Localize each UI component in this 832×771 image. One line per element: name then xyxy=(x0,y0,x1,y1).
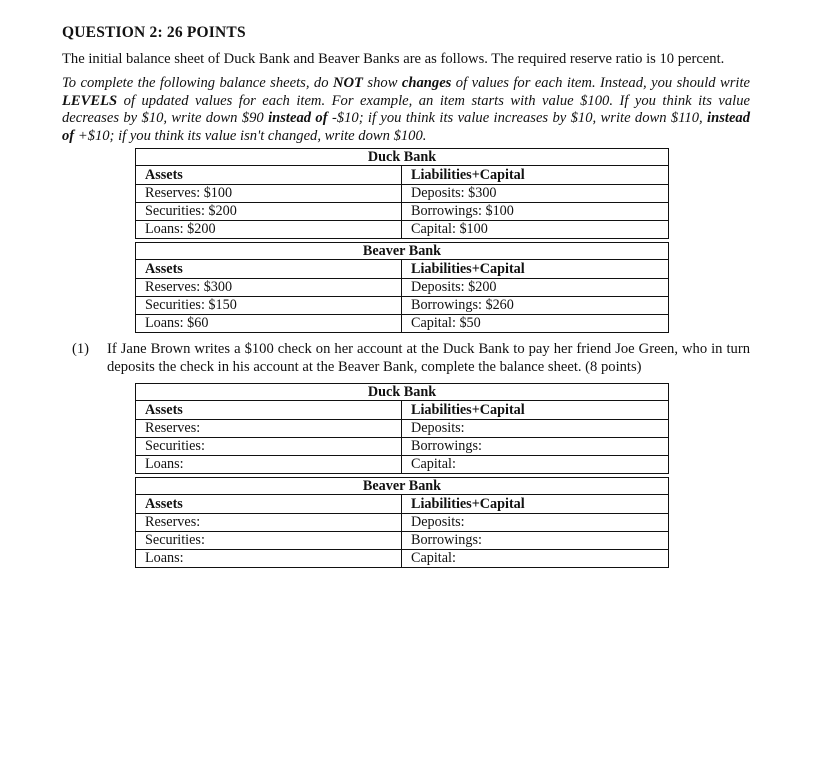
liabilities-header: Liabilities+Capital xyxy=(402,401,669,420)
table-row xyxy=(136,514,669,532)
instr-bold-not: NOT xyxy=(332,75,363,91)
part1-beaver-bank-table xyxy=(135,477,669,568)
asset-cell: Reserves: $100 xyxy=(136,185,402,203)
liabilities-header: Liabilities+Capital xyxy=(402,495,669,514)
liabilities-header: Liabilities+Capital xyxy=(402,260,669,279)
asset-cell: Loans: $200 xyxy=(136,221,402,239)
liabilities-header: Liabilities+Capital xyxy=(402,166,669,185)
assets-header: Assets xyxy=(136,495,402,514)
table-title: Duck Bank xyxy=(136,149,669,166)
liab-cell: Capital: $100 xyxy=(402,221,669,239)
part1-duck-bank-table xyxy=(135,383,669,474)
table-row xyxy=(136,456,669,474)
liab-cell: Borrowings: xyxy=(402,438,669,456)
asset-cell: Securities: xyxy=(136,532,402,550)
part-1-question xyxy=(72,340,750,376)
part-number: (1) xyxy=(72,341,90,357)
asset-cell: Reserves: $300 xyxy=(136,279,402,297)
liab-cell: Capital: xyxy=(402,456,669,474)
table-row xyxy=(136,550,669,568)
assets-header: Assets xyxy=(136,260,402,279)
liab-cell: Deposits: xyxy=(402,514,669,532)
instr-bold-levels: LEVELS xyxy=(62,92,118,109)
table-row xyxy=(136,532,669,550)
table-row xyxy=(136,438,669,456)
instr-text-1: To complete the following balance sheets, do xyxy=(62,75,333,91)
instr-text-4: of updated values for each item. For example, an item starts with value $100. If you think its value decreases by $10, write down $90 xyxy=(62,92,750,126)
liab-cell: Borrowings: $100 xyxy=(402,203,669,221)
liab-cell: Capital: $50 xyxy=(402,315,669,333)
table-row xyxy=(136,297,669,315)
asset-cell: Securities: $150 xyxy=(136,297,402,315)
question-page xyxy=(62,24,750,568)
instructions xyxy=(62,75,750,145)
asset-cell: Reserves: xyxy=(136,514,402,532)
instr-bold-changes: changes xyxy=(401,75,452,91)
table-row xyxy=(136,185,669,203)
table-row xyxy=(136,279,669,297)
asset-cell: Loans: xyxy=(136,456,402,474)
initial-duck-bank-table xyxy=(135,148,669,239)
table-title: Duck Bank xyxy=(136,384,669,401)
instr-text-3: of values for each item. Instead, you should write xyxy=(451,75,750,91)
instr-bold-instead-2: instead of xyxy=(62,110,751,144)
instr-text-2: show xyxy=(362,75,402,91)
table-row xyxy=(136,420,669,438)
table-row xyxy=(136,221,669,239)
instr-bold-instead-1: instead of xyxy=(268,110,328,126)
table-row xyxy=(136,315,669,333)
initial-beaver-bank-table xyxy=(135,242,669,333)
table-row xyxy=(136,203,669,221)
liab-cell: Capital: xyxy=(402,550,669,568)
liab-cell: Borrowings: xyxy=(402,532,669,550)
liab-cell: Deposits: $200 xyxy=(402,279,669,297)
asset-cell: Reserves: xyxy=(136,420,402,438)
instr-text-6: +$10; if you think its value isn't changed, write down $100. xyxy=(74,127,427,144)
asset-cell: Loans: $60 xyxy=(136,315,402,333)
asset-cell: Securities: xyxy=(136,438,402,456)
instr-text-5: -$10; if you think its value increases by $10, write down $110, xyxy=(327,110,708,126)
asset-cell: Securities: $200 xyxy=(136,203,402,221)
table-title: Beaver Bank xyxy=(136,243,669,260)
table-title: Beaver Bank xyxy=(136,478,669,495)
asset-cell: Loans: xyxy=(136,550,402,568)
question-title: QUESTION 2: 26 POINTS xyxy=(62,24,246,41)
liab-cell: Deposits: $300 xyxy=(402,185,669,203)
part-text: If Jane Brown writes a $100 check on her account at the Duck Bank to pay her friend Joe Green, who in turn deposits the check in his account at the Beaver Bank, complete the balance sheet. (8 points) xyxy=(107,341,750,375)
assets-header: Assets xyxy=(136,401,402,420)
liab-cell: Deposits: xyxy=(402,420,669,438)
liab-cell: Borrowings: $260 xyxy=(402,297,669,315)
assets-header: Assets xyxy=(136,166,402,185)
question-intro: The initial balance sheet of Duck Bank and Beaver Banks are as follows. The required reserve ratio is 10 percent. xyxy=(62,51,725,67)
